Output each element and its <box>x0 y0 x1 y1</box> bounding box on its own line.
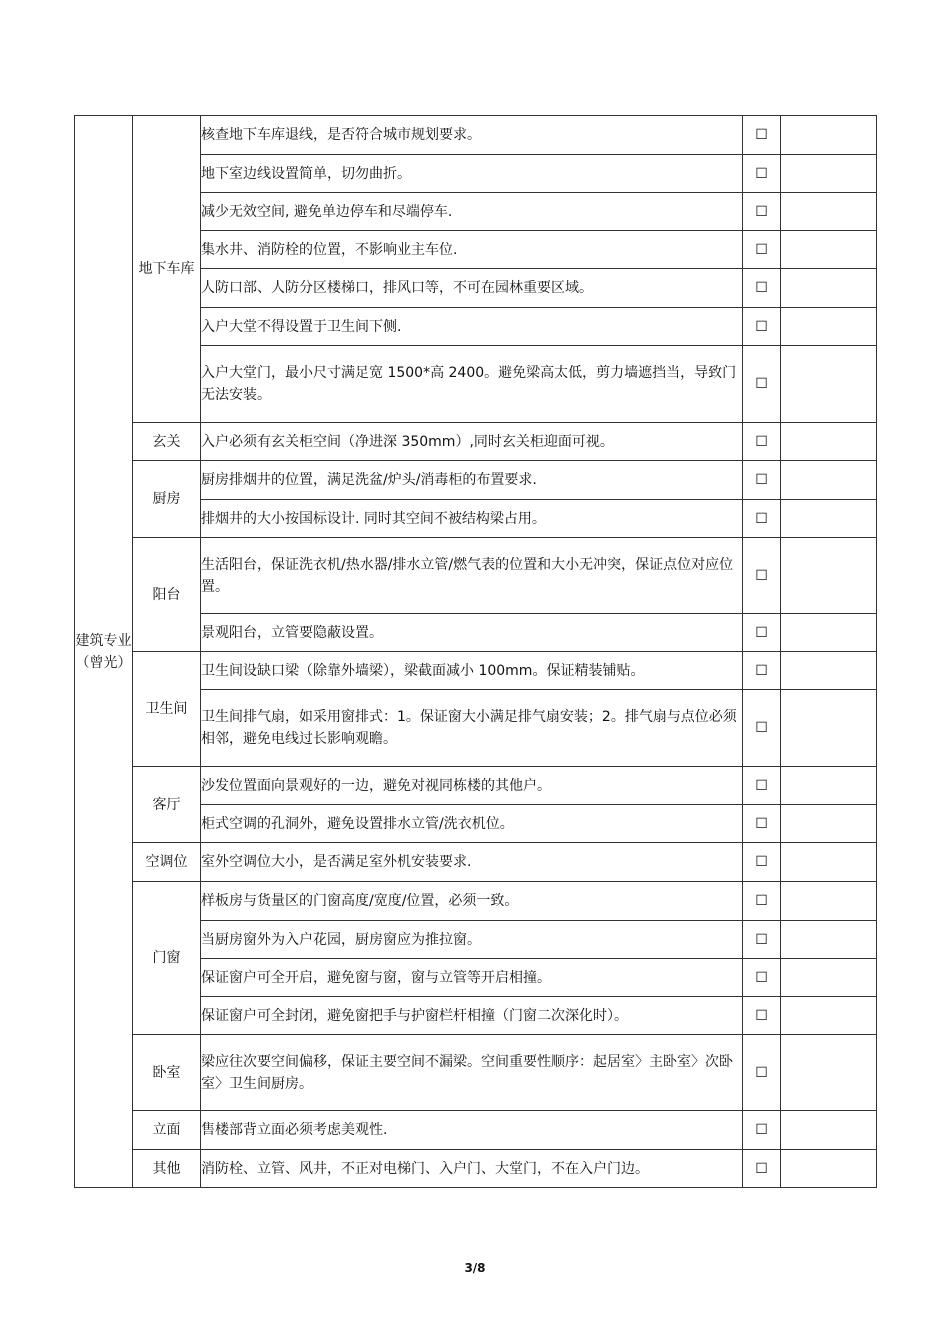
remark-cell[interactable] <box>781 346 877 423</box>
check-item-text: 地下室边线设置简单，切勿曲折。 <box>201 155 743 193</box>
check-item-text: 保证窗户可全封闭，避免窗把手与护窗栏杆相撞（门窗二次深化时）。 <box>201 997 743 1035</box>
category-label: 立面 <box>133 1111 201 1150</box>
check-item-text: 柜式空调的孔洞外，避免设置排水立管/洗衣机位。 <box>201 805 743 843</box>
category-label: 厨房 <box>133 461 201 538</box>
check-item-text: 梁应往次要空间偏移，保证主要空间不漏梁。空间重要性顺序：起居室〉主卧室〉次卧室〉卫生间厨房。 <box>201 1035 743 1111</box>
category-label: 卧室 <box>133 1035 201 1111</box>
check-item-text: 室外空调位大小，是否满足室外机安装要求. <box>201 843 743 882</box>
check-item-text: 样板房与货量区的门窗高度/宽度/位置，必须一致。 <box>201 882 743 921</box>
checkbox[interactable]: ☐ <box>743 959 781 997</box>
page-number: 3/8 <box>464 1261 486 1275</box>
checkbox[interactable]: ☐ <box>743 652 781 690</box>
remark-cell[interactable] <box>781 997 877 1035</box>
remark-cell[interactable] <box>781 843 877 882</box>
remark-cell[interactable] <box>781 538 877 614</box>
category-label: 其他 <box>133 1150 201 1188</box>
check-item-text: 集水井、消防栓的位置，不影响业主车位. <box>201 231 743 269</box>
check-item-text: 入户大堂门，最小尺寸满足宽 1500*高 2400。避免梁高太低，剪力墙遮挡当，导致门无法安装。 <box>201 346 743 423</box>
remark-cell[interactable] <box>781 423 877 461</box>
category-label: 门窗 <box>133 882 201 1035</box>
remark-cell[interactable] <box>781 614 877 652</box>
remark-cell[interactable] <box>781 308 877 346</box>
remark-cell[interactable] <box>781 231 877 269</box>
checkbox[interactable]: ☐ <box>743 690 781 767</box>
remark-cell[interactable] <box>781 805 877 843</box>
checklist-row <box>75 843 877 882</box>
checklist-row <box>75 538 877 614</box>
remark-cell[interactable] <box>781 1111 877 1150</box>
check-item-text: 沙发位置面向景观好的一边，避免对视同栋楼的其他户。 <box>201 767 743 805</box>
remark-cell[interactable] <box>781 652 877 690</box>
category-label: 客厅 <box>133 767 201 843</box>
checkbox[interactable]: ☐ <box>743 116 781 155</box>
checkbox[interactable]: ☐ <box>743 155 781 193</box>
check-item-text: 入户必须有玄关柜空间（净进深 350mm）,同时玄关柜迎面可视。 <box>201 423 743 461</box>
checkbox[interactable]: ☐ <box>743 346 781 423</box>
checkbox[interactable]: ☐ <box>743 882 781 921</box>
checkbox[interactable]: ☐ <box>743 1150 781 1188</box>
remark-cell[interactable] <box>781 921 877 959</box>
checklist-row <box>75 1111 877 1150</box>
remark-cell[interactable] <box>781 959 877 997</box>
checklist-body <box>75 116 877 1188</box>
checkbox[interactable]: ☐ <box>743 308 781 346</box>
remark-cell[interactable] <box>781 116 877 155</box>
check-item-text: 景观阳台，立管要隐蔽设置。 <box>201 614 743 652</box>
remark-cell[interactable] <box>781 1035 877 1111</box>
remark-cell[interactable] <box>781 1150 877 1188</box>
category-label: 阳台 <box>133 538 201 652</box>
category-label: 空调位 <box>133 843 201 882</box>
remark-cell[interactable] <box>781 500 877 538</box>
remark-cell[interactable] <box>781 269 877 308</box>
checklist-row <box>75 116 877 155</box>
checklist-row <box>75 423 877 461</box>
remark-cell[interactable] <box>781 690 877 767</box>
checklist-row <box>75 767 877 805</box>
remark-cell[interactable] <box>781 193 877 231</box>
check-item-text: 减少无效空间, 避免单边停车和尽端停车. <box>201 193 743 231</box>
check-item-text: 售楼部背立面必须考虑美观性. <box>201 1111 743 1150</box>
category-label: 地下车库 <box>133 116 201 423</box>
checkbox[interactable]: ☐ <box>743 1111 781 1150</box>
check-item-text: 厨房排烟井的位置，满足洗盆/炉头/消毒柜的布置要求. <box>201 461 743 500</box>
remark-cell[interactable] <box>781 767 877 805</box>
checklist-row <box>75 1035 877 1111</box>
remark-cell[interactable] <box>781 461 877 500</box>
checkbox[interactable]: ☐ <box>743 767 781 805</box>
category-label: 卫生间 <box>133 652 201 767</box>
checkbox[interactable]: ☐ <box>743 614 781 652</box>
check-item-text: 卫生间设缺口梁（除靠外墙梁），梁截面减小 100mm。保证精装铺贴。 <box>201 652 743 690</box>
check-item-text: 保证窗户可全开启，避免窗与窗，窗与立管等开启相撞。 <box>201 959 743 997</box>
checkbox[interactable]: ☐ <box>743 231 781 269</box>
major-label: 建筑专业（曾光） <box>75 116 133 1188</box>
check-item-text: 消防栓、立管、风井，不正对电梯门、入户门、大堂门，不在入户门边。 <box>201 1150 743 1188</box>
remark-cell[interactable] <box>781 882 877 921</box>
checkbox[interactable]: ☐ <box>743 843 781 882</box>
check-item-text: 入户大堂不得设置于卫生间下侧. <box>201 308 743 346</box>
check-item-text: 生活阳台，保证洗衣机/热水器/排水立管/燃气表的位置和大小无冲突，保证点位对应位置。 <box>201 538 743 614</box>
checkbox[interactable]: ☐ <box>743 997 781 1035</box>
checklist-table <box>74 115 877 1188</box>
checkbox[interactable]: ☐ <box>743 538 781 614</box>
checkbox[interactable]: ☐ <box>743 461 781 500</box>
checklist-row <box>75 461 877 500</box>
checklist-row <box>75 652 877 690</box>
checkbox[interactable]: ☐ <box>743 500 781 538</box>
checkbox[interactable]: ☐ <box>743 1035 781 1111</box>
check-item-text: 卫生间排气扇，如采用窗排式：1。保证窗大小满足排气扇安装；2。排气扇与点位必须相邻，避免电线过长影响观瞻。 <box>201 690 743 767</box>
check-item-text: 当厨房窗外为入户花园，厨房窗应为推拉窗。 <box>201 921 743 959</box>
check-item-text: 核查地下车库退线，是否符合城市规划要求。 <box>201 116 743 155</box>
checklist-row <box>75 1150 877 1188</box>
remark-cell[interactable] <box>781 155 877 193</box>
checklist-row <box>75 882 877 921</box>
check-item-text: 人防口部、人防分区楼梯口，排风口等，不可在园林重要区域。 <box>201 269 743 308</box>
check-item-text: 排烟井的大小按国标设计. 同时其空间不被结构梁占用。 <box>201 500 743 538</box>
checkbox[interactable]: ☐ <box>743 423 781 461</box>
category-label: 玄关 <box>133 423 201 461</box>
checkbox[interactable]: ☐ <box>743 805 781 843</box>
checkbox[interactable]: ☐ <box>743 921 781 959</box>
checkbox[interactable]: ☐ <box>743 269 781 308</box>
checkbox[interactable]: ☐ <box>743 193 781 231</box>
